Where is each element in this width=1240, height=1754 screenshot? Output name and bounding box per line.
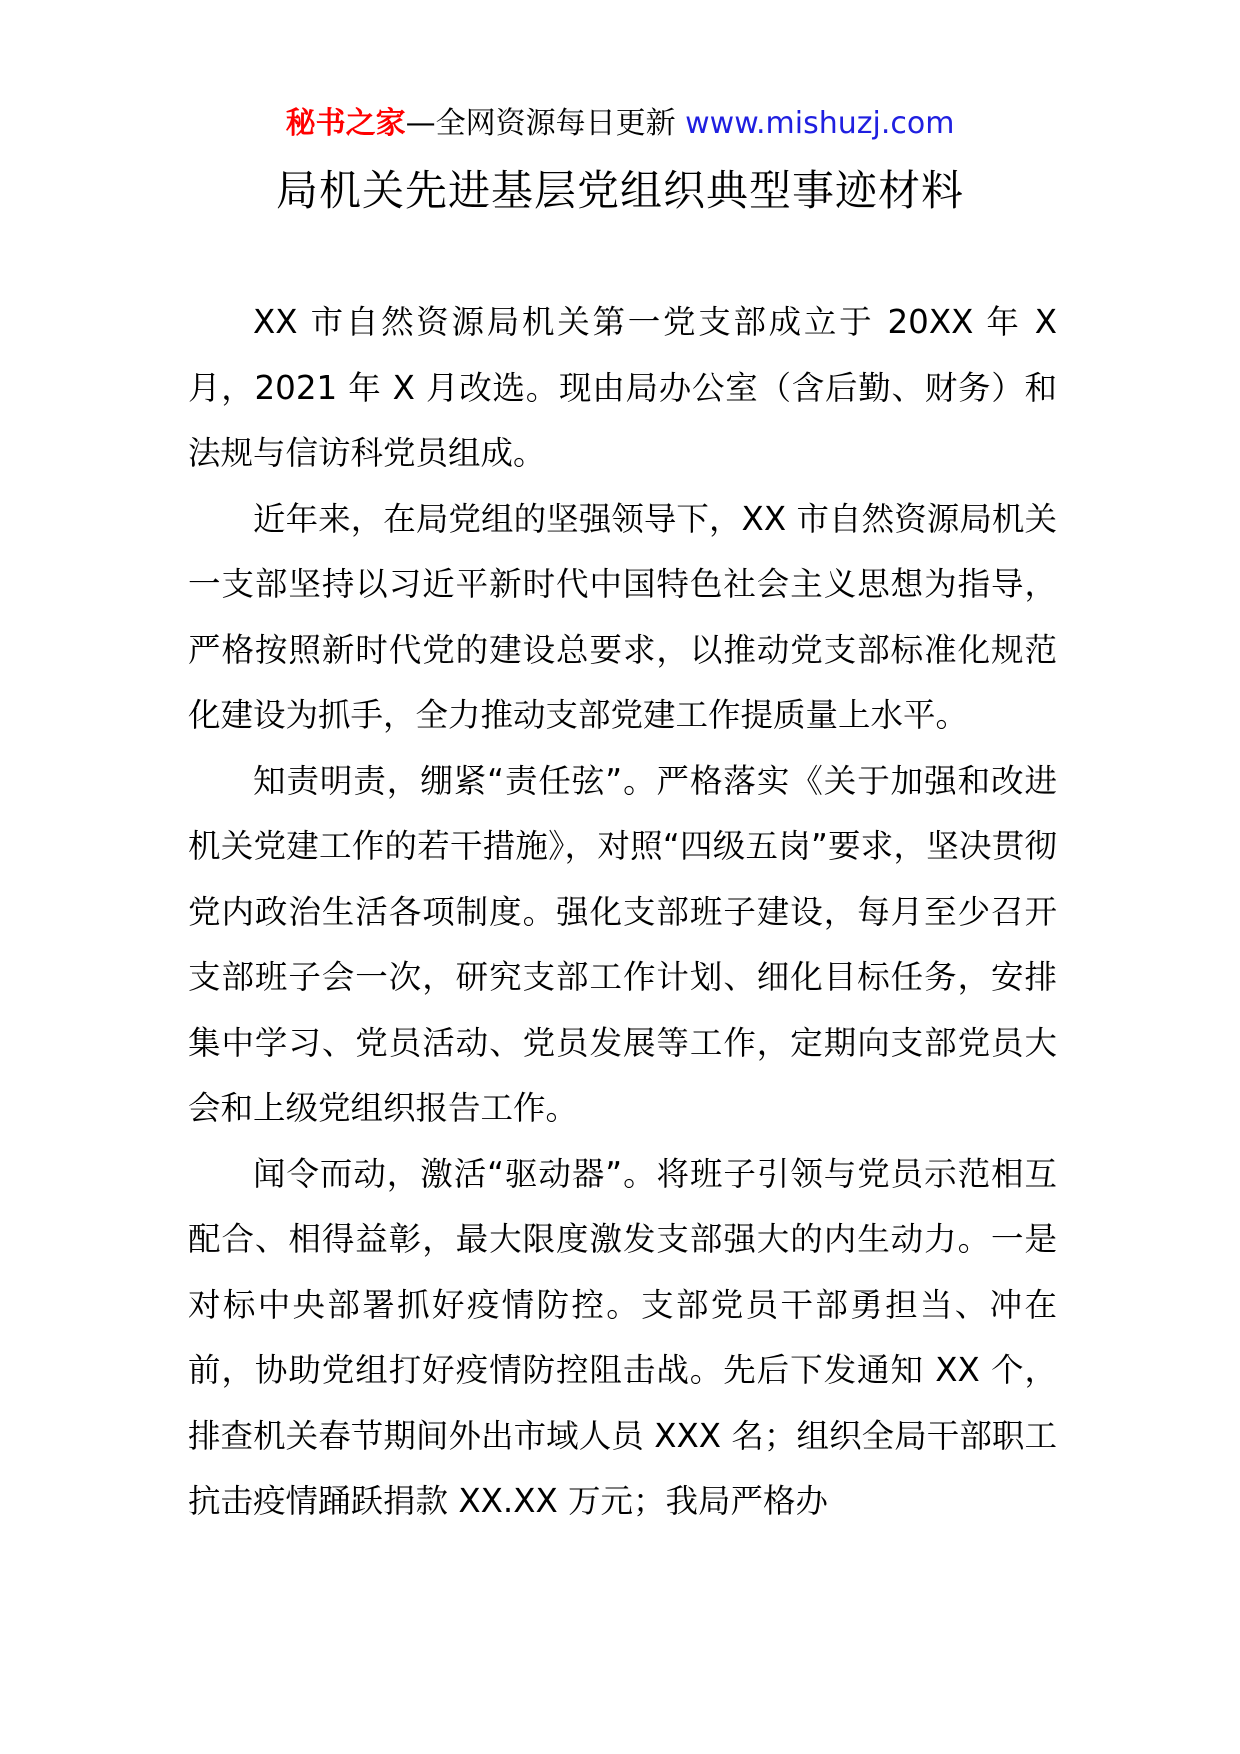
- paragraph: 知责明责，绷紧“责任弦”。严格落实《关于加强和改进机关党建工作的若干措施》，对照“四级五岗”要求，坚决贯彻党内政治生活各项制度。强化支部班子建设，每月至少召开支部班子会一次，研究支部工作计划、细化目标任务，安排集中学习、党员活动、党员发展等工作，定期向支部党员大会和上级党组织报告工作。: [188, 761, 1057, 1127]
- document-body: [188, 290, 1057, 1535]
- header-tagline: —全网资源每日更新: [405, 106, 686, 141]
- paragraph: XX 市自然资源局机关第一党支部成立于 20XX 年 X 月，2021 年 X 月改选。现由局办公室（含后勤、财务）和法规与信访科党员组成。: [188, 303, 1057, 472]
- paragraph: 闻令而动，激活“驱动器”。将班子引领与党员示范相互配合、相得益彰，最大限度激发支部强大的内生动力。一是对标中央部署抓好疫情防控。支部党员干部勇担当、冲在前，协助党组打好疫情防控阻击战。先后下发通知 XX 个，排查机关春节期间外出市域人员 XXX 名；组织全局干部职工抗击疫情踊跃捐款 XX.XX 万元；我局严格办: [188, 1154, 1057, 1520]
- document-title: 局机关先进基层党组织典型事迹材料: [275, 166, 964, 215]
- paragraph: 近年来，在局党组的坚强领导下，XX 市自然资源局机关一支部坚持以习近平新时代中国特色社会主义思想为指导，严格按照新时代党的建设总要求，以推动党支部标准化规范化建设为抓手，全力推动支部党建工作提质量上水平。: [188, 499, 1057, 734]
- site-header: [0, 104, 1240, 144]
- site-url-link[interactable]: www.mishuzj.com: [685, 106, 955, 141]
- brand-name: 秘书之家: [285, 106, 406, 141]
